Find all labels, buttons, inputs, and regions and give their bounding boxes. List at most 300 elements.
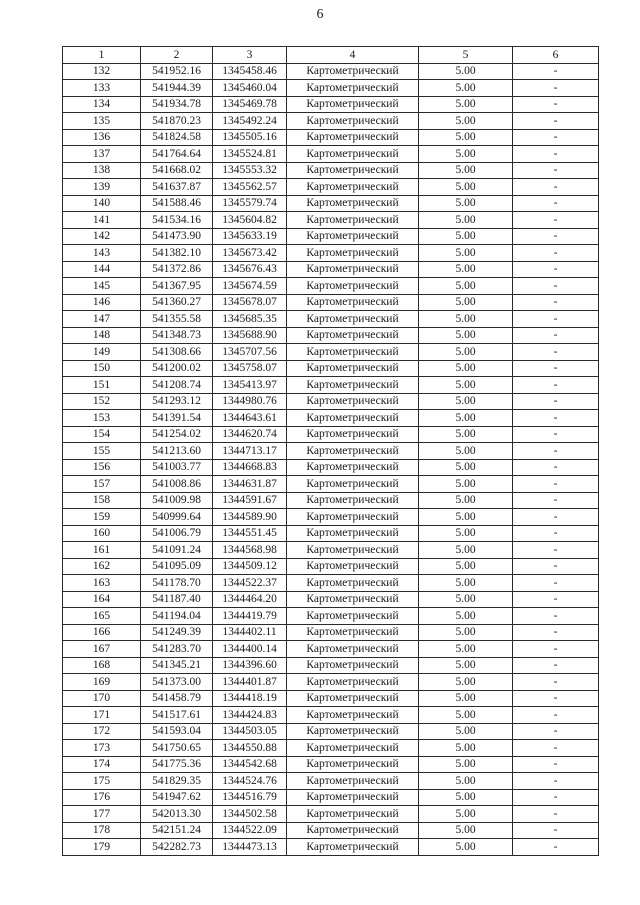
method-cell: Картометрический [287,245,419,262]
y-coordinate-cell: 1344400.14 [213,641,287,658]
point-number-cell: 135 [63,113,141,130]
x-coordinate-cell: 541458.79 [141,690,213,707]
x-coordinate-cell: 541373.00 [141,674,213,691]
description-cell: - [513,377,599,394]
method-cell: Картометрический [287,707,419,724]
accuracy-cell: 5.00 [419,426,513,443]
description-cell: - [513,723,599,740]
table-row [63,773,599,790]
accuracy-cell: 5.00 [419,756,513,773]
point-number-cell: 176 [63,789,141,806]
description-cell: - [513,344,599,361]
y-coordinate-cell: 1345460.04 [213,80,287,97]
description-cell: - [513,690,599,707]
y-coordinate-cell: 1344589.90 [213,509,287,526]
y-coordinate-cell: 1345673.42 [213,245,287,262]
x-coordinate-cell: 541003.77 [141,459,213,476]
y-coordinate-cell: 1345707.56 [213,344,287,361]
method-cell: Картометрический [287,410,419,427]
point-number-cell: 146 [63,294,141,311]
table-body [63,63,599,855]
x-coordinate-cell: 541345.21 [141,657,213,674]
description-cell: - [513,327,599,344]
y-coordinate-cell: 1345676.43 [213,261,287,278]
x-coordinate-cell: 542282.73 [141,839,213,856]
method-cell: Картометрический [287,492,419,509]
x-coordinate-cell: 541283.70 [141,641,213,658]
x-coordinate-cell: 541764.64 [141,146,213,163]
method-cell: Картометрический [287,476,419,493]
table-row [63,311,599,328]
accuracy-cell: 5.00 [419,360,513,377]
header-cell-col-1: 1 [63,47,141,64]
x-coordinate-cell: 541360.27 [141,294,213,311]
point-number-cell: 138 [63,162,141,179]
table-row [63,261,599,278]
y-coordinate-cell: 1345553.32 [213,162,287,179]
y-coordinate-cell: 1344591.67 [213,492,287,509]
x-coordinate-cell: 542013.30 [141,806,213,823]
y-coordinate-cell: 1344509.12 [213,558,287,575]
y-coordinate-cell: 1344402.11 [213,624,287,641]
x-coordinate-cell: 541006.79 [141,525,213,542]
y-coordinate-cell: 1344473.13 [213,839,287,856]
method-cell: Картометрический [287,822,419,839]
y-coordinate-cell: 1345579.74 [213,195,287,212]
point-number-cell: 134 [63,96,141,113]
point-number-cell: 164 [63,591,141,608]
method-cell: Картометрический [287,723,419,740]
y-coordinate-cell: 1345562.57 [213,179,287,196]
description-cell: - [513,756,599,773]
table-row [63,195,599,212]
point-number-cell: 156 [63,459,141,476]
description-cell: - [513,80,599,97]
y-coordinate-cell: 1344522.09 [213,822,287,839]
accuracy-cell: 5.00 [419,327,513,344]
accuracy-cell: 5.00 [419,278,513,295]
method-cell: Картометрический [287,542,419,559]
accuracy-cell: 5.00 [419,96,513,113]
table-row [63,558,599,575]
header-cell-col-3: 3 [213,47,287,64]
x-coordinate-cell: 542151.24 [141,822,213,839]
point-number-cell: 174 [63,756,141,773]
table-row [63,344,599,361]
accuracy-cell: 5.00 [419,261,513,278]
y-coordinate-cell: 1344713.17 [213,443,287,460]
method-cell: Картометрический [287,641,419,658]
method-cell: Картометрический [287,624,419,641]
table-row [63,212,599,229]
description-cell: - [513,657,599,674]
point-number-cell: 168 [63,657,141,674]
x-coordinate-cell: 541187.40 [141,591,213,608]
y-coordinate-cell: 1344542.68 [213,756,287,773]
table-row [63,542,599,559]
method-cell: Картометрический [287,443,419,460]
page-number: 6 [316,7,324,22]
method-cell: Картометрический [287,657,419,674]
point-number-cell: 170 [63,690,141,707]
point-number-cell: 163 [63,575,141,592]
accuracy-cell: 5.00 [419,773,513,790]
method-cell: Картометрический [287,162,419,179]
y-coordinate-cell: 1344524.76 [213,773,287,790]
y-coordinate-cell: 1344980.76 [213,393,287,410]
x-coordinate-cell: 541775.36 [141,756,213,773]
description-cell: - [513,360,599,377]
y-coordinate-cell: 1344419.79 [213,608,287,625]
method-cell: Картометрический [287,558,419,575]
table-row [63,245,599,262]
method-cell: Картометрический [287,806,419,823]
table-row [63,278,599,295]
point-number-cell: 171 [63,707,141,724]
point-number-cell: 162 [63,558,141,575]
accuracy-cell: 5.00 [419,162,513,179]
y-coordinate-cell: 1345633.19 [213,228,287,245]
y-coordinate-cell: 1345492.24 [213,113,287,130]
header-cell-col-2: 2 [141,47,213,64]
x-coordinate-cell: 541947.62 [141,789,213,806]
x-coordinate-cell: 541348.73 [141,327,213,344]
point-number-cell: 144 [63,261,141,278]
method-cell: Картометрический [287,575,419,592]
description-cell: - [513,162,599,179]
accuracy-cell: 5.00 [419,806,513,823]
table-row [63,162,599,179]
x-coordinate-cell: 541091.24 [141,542,213,559]
table-row [63,113,599,130]
accuracy-cell: 5.00 [419,443,513,460]
point-number-cell: 173 [63,740,141,757]
x-coordinate-cell: 541944.39 [141,80,213,97]
accuracy-cell: 5.00 [419,195,513,212]
table-row [63,96,599,113]
point-number-cell: 133 [63,80,141,97]
description-cell: - [513,525,599,542]
accuracy-cell: 5.00 [419,113,513,130]
y-coordinate-cell: 1344668.83 [213,459,287,476]
header-cell-col-4: 4 [287,47,419,64]
x-coordinate-cell: 541637.87 [141,179,213,196]
accuracy-cell: 5.00 [419,228,513,245]
y-coordinate-cell: 1344551.45 [213,525,287,542]
table-row [63,492,599,509]
point-number-cell: 140 [63,195,141,212]
accuracy-cell: 5.00 [419,146,513,163]
x-coordinate-cell: 541517.61 [141,707,213,724]
method-cell: Картометрический [287,426,419,443]
accuracy-cell: 5.00 [419,723,513,740]
y-coordinate-cell: 1345685.35 [213,311,287,328]
y-coordinate-cell: 1345688.90 [213,327,287,344]
x-coordinate-cell: 541355.58 [141,311,213,328]
accuracy-cell: 5.00 [419,179,513,196]
x-coordinate-cell: 541870.23 [141,113,213,130]
point-number-cell: 149 [63,344,141,361]
table-row [63,426,599,443]
description-cell: - [513,558,599,575]
accuracy-cell: 5.00 [419,525,513,542]
x-coordinate-cell: 540999.64 [141,509,213,526]
table-row [63,839,599,856]
description-cell: - [513,773,599,790]
accuracy-cell: 5.00 [419,657,513,674]
table-row [63,740,599,757]
x-coordinate-cell: 541588.46 [141,195,213,212]
y-coordinate-cell: 1345458.46 [213,63,287,80]
accuracy-cell: 5.00 [419,245,513,262]
x-coordinate-cell: 541213.60 [141,443,213,460]
table-row [63,360,599,377]
table-row [63,525,599,542]
point-number-cell: 154 [63,426,141,443]
method-cell: Картометрический [287,773,419,790]
description-cell: - [513,591,599,608]
method-cell: Картометрический [287,129,419,146]
point-number-cell: 157 [63,476,141,493]
table-row [63,608,599,625]
method-cell: Картометрический [287,591,419,608]
table-row [63,591,599,608]
point-number-cell: 148 [63,327,141,344]
point-number-cell: 172 [63,723,141,740]
y-coordinate-cell: 1345604.82 [213,212,287,229]
method-cell: Картометрический [287,756,419,773]
table-row [63,707,599,724]
description-cell: - [513,707,599,724]
accuracy-cell: 5.00 [419,591,513,608]
method-cell: Картометрический [287,525,419,542]
table-row [63,690,599,707]
accuracy-cell: 5.00 [419,294,513,311]
point-number-cell: 169 [63,674,141,691]
x-coordinate-cell: 541194.04 [141,608,213,625]
table-row [63,410,599,427]
x-coordinate-cell: 541367.95 [141,278,213,295]
description-cell: - [513,459,599,476]
x-coordinate-cell: 541008.86 [141,476,213,493]
table-row [63,63,599,80]
y-coordinate-cell: 1344464.20 [213,591,287,608]
description-cell: - [513,63,599,80]
y-coordinate-cell: 1344643.61 [213,410,287,427]
description-cell: - [513,96,599,113]
x-coordinate-cell: 541009.98 [141,492,213,509]
method-cell: Картометрический [287,360,419,377]
description-cell: - [513,443,599,460]
point-number-cell: 160 [63,525,141,542]
point-number-cell: 177 [63,806,141,823]
point-number-cell: 167 [63,641,141,658]
table-row [63,129,599,146]
description-cell: - [513,839,599,856]
x-coordinate-cell: 541391.54 [141,410,213,427]
accuracy-cell: 5.00 [419,558,513,575]
method-cell: Картометрический [287,63,419,80]
accuracy-cell: 5.00 [419,63,513,80]
x-coordinate-cell: 541293.12 [141,393,213,410]
table-row [63,179,599,196]
description-cell: - [513,311,599,328]
y-coordinate-cell: 1344502.58 [213,806,287,823]
point-number-cell: 137 [63,146,141,163]
description-cell: - [513,245,599,262]
accuracy-cell: 5.00 [419,575,513,592]
point-number-cell: 178 [63,822,141,839]
method-cell: Картометрический [287,839,419,856]
x-coordinate-cell: 541668.02 [141,162,213,179]
accuracy-cell: 5.00 [419,129,513,146]
method-cell: Картометрический [287,96,419,113]
description-cell: - [513,509,599,526]
description-cell: - [513,806,599,823]
point-number-cell: 132 [63,63,141,80]
description-cell: - [513,492,599,509]
description-cell: - [513,426,599,443]
method-cell: Картометрический [287,146,419,163]
table-row [63,80,599,97]
x-coordinate-cell: 541382.10 [141,245,213,262]
x-coordinate-cell: 541178.70 [141,575,213,592]
description-cell: - [513,179,599,196]
description-cell: - [513,228,599,245]
method-cell: Картометрический [287,113,419,130]
description-cell: - [513,674,599,691]
method-cell: Картометрический [287,294,419,311]
table-row [63,509,599,526]
y-coordinate-cell: 1345469.78 [213,96,287,113]
point-number-cell: 141 [63,212,141,229]
point-number-cell: 147 [63,311,141,328]
point-number-cell: 136 [63,129,141,146]
x-coordinate-cell: 541208.74 [141,377,213,394]
y-coordinate-cell: 1344550.88 [213,740,287,757]
point-number-cell: 165 [63,608,141,625]
method-cell: Картометрический [287,80,419,97]
x-coordinate-cell: 541750.65 [141,740,213,757]
coordinates-table [62,46,599,856]
method-cell: Картометрический [287,393,419,410]
y-coordinate-cell: 1344516.79 [213,789,287,806]
x-coordinate-cell: 541249.39 [141,624,213,641]
accuracy-cell: 5.00 [419,740,513,757]
header-row [63,47,599,64]
method-cell: Картометрический [287,509,419,526]
description-cell: - [513,261,599,278]
description-cell: - [513,624,599,641]
point-number-cell: 179 [63,839,141,856]
x-coordinate-cell: 541934.78 [141,96,213,113]
point-number-cell: 166 [63,624,141,641]
y-coordinate-cell: 1345758.07 [213,360,287,377]
point-number-cell: 142 [63,228,141,245]
table-row [63,228,599,245]
point-number-cell: 151 [63,377,141,394]
description-cell: - [513,740,599,757]
point-number-cell: 158 [63,492,141,509]
accuracy-cell: 5.00 [419,839,513,856]
description-cell: - [513,113,599,130]
method-cell: Картометрический [287,311,419,328]
point-number-cell: 155 [63,443,141,460]
header-cell-col-6: 6 [513,47,599,64]
accuracy-cell: 5.00 [419,377,513,394]
table-header [63,47,599,64]
method-cell: Картометрический [287,690,419,707]
y-coordinate-cell: 1344424.83 [213,707,287,724]
table-row [63,641,599,658]
accuracy-cell: 5.00 [419,707,513,724]
table-row [63,575,599,592]
point-number-cell: 175 [63,773,141,790]
description-cell: - [513,212,599,229]
table-row [63,756,599,773]
x-coordinate-cell: 541473.90 [141,228,213,245]
description-cell: - [513,146,599,163]
method-cell: Картометрический [287,674,419,691]
point-number-cell: 145 [63,278,141,295]
accuracy-cell: 5.00 [419,509,513,526]
x-coordinate-cell: 541308.66 [141,344,213,361]
description-cell: - [513,476,599,493]
accuracy-cell: 5.00 [419,789,513,806]
point-number-cell: 161 [63,542,141,559]
x-coordinate-cell: 541824.58 [141,129,213,146]
method-cell: Картометрический [287,740,419,757]
accuracy-cell: 5.00 [419,410,513,427]
table-row [63,624,599,641]
point-number-cell: 139 [63,179,141,196]
accuracy-cell: 5.00 [419,476,513,493]
method-cell: Картометрический [287,344,419,361]
table-row [63,443,599,460]
table-row [63,723,599,740]
y-coordinate-cell: 1345674.59 [213,278,287,295]
y-coordinate-cell: 1344418.19 [213,690,287,707]
description-cell: - [513,789,599,806]
x-coordinate-cell: 541534.16 [141,212,213,229]
method-cell: Картометрический [287,278,419,295]
table-row [63,657,599,674]
accuracy-cell: 5.00 [419,641,513,658]
table-row [63,806,599,823]
accuracy-cell: 5.00 [419,624,513,641]
header-cell-col-5: 5 [419,47,513,64]
table-row [63,822,599,839]
y-coordinate-cell: 1344631.87 [213,476,287,493]
accuracy-cell: 5.00 [419,674,513,691]
accuracy-cell: 5.00 [419,608,513,625]
x-coordinate-cell: 541254.02 [141,426,213,443]
point-number-cell: 159 [63,509,141,526]
y-coordinate-cell: 1345413.97 [213,377,287,394]
table-row [63,674,599,691]
point-number-cell: 152 [63,393,141,410]
y-coordinate-cell: 1344503.05 [213,723,287,740]
description-cell: - [513,641,599,658]
table-row [63,294,599,311]
table-row [63,789,599,806]
point-number-cell: 143 [63,245,141,262]
accuracy-cell: 5.00 [419,311,513,328]
method-cell: Картометрический [287,195,419,212]
accuracy-cell: 5.00 [419,393,513,410]
accuracy-cell: 5.00 [419,492,513,509]
x-coordinate-cell: 541829.35 [141,773,213,790]
